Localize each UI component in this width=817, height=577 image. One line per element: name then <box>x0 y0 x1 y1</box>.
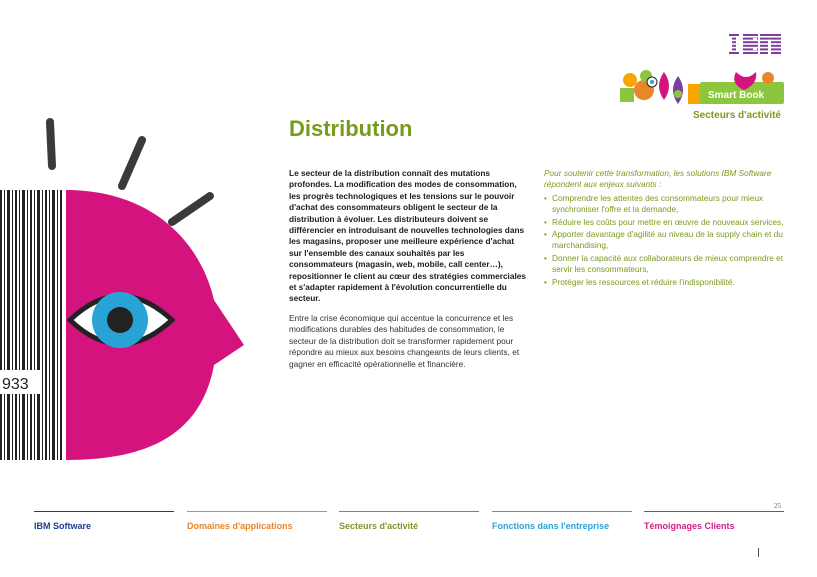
second-paragraph: Entre la crise économique qui accentue la concurrence et les modifications durables des habitudes de consommation, le secteur de la distribution doit se transformer rapidement pour répondre au mieux aux besoins changeants de leurs clients, et gagner en efficacité opérationnelle et financière. <box>289 312 520 369</box>
nav-rule <box>187 511 327 512</box>
page-marker <box>758 548 759 557</box>
intro-paragraph: Le secteur de la distribution connaît des mutations profondes. La modification des modes de consommation, les progrès technologiques et les tensions sur le pouvoir d'achat des consommateurs obligent le secteur de la distribution à évoluer. Les distributeurs doivent se différencier en introduisant de nouvelles technologies dans les magasins, proposer une meilleure expérience d'achat sur l'ensemble des canaux souhaités par les consommateurs (magasin, web, mobile, call center…), repositionner le client au cœur des stratégies commerciales et s'adapter rapidement à l'évolution concurrentielle du secteur. <box>289 168 527 304</box>
face-illustration <box>0 110 250 470</box>
barcode-number: 933 <box>2 376 29 393</box>
solutions-column <box>544 168 784 289</box>
nav-label: IBM Software <box>34 521 92 531</box>
nav-domaines[interactable] <box>187 511 327 541</box>
page-number: 25 <box>774 502 781 510</box>
nav-rule <box>339 511 479 512</box>
main-text-column <box>289 168 529 370</box>
list-item: • Donner la capacité aux collaborateurs de mieux comprendre et servir les consommateurs, <box>544 253 784 276</box>
solutions-list <box>544 193 784 288</box>
list-item: • Protéger les ressources et réduire l'indisponibilité. <box>544 277 784 288</box>
smartbook-label: Smart Book <box>708 90 765 101</box>
list-item: • Apporter davantage d'agilité au niveau de la supply chain et du marchandising, <box>544 229 784 252</box>
nav-label: Témoignages Clients <box>644 521 735 531</box>
nav-rule <box>644 511 784 512</box>
page-title: Distribution <box>289 116 413 141</box>
section-label: Secteurs d'activité <box>693 110 781 121</box>
nav-rule <box>492 511 632 512</box>
nav-ibm-software[interactable] <box>34 511 174 541</box>
nav-rule <box>34 511 174 512</box>
nav-label: Secteurs d'activité <box>339 521 419 531</box>
barcode <box>0 190 62 460</box>
nav-label: Domaines d'applications <box>187 521 293 531</box>
ibm-logo <box>729 34 781 54</box>
list-item: • Comprendre les attentes des consommateurs pour mieux synchroniser l'offre et la demande, <box>544 193 784 216</box>
nav-fonctions[interactable] <box>492 511 632 541</box>
list-item: • Réduire les coûts pour mettre en œuvre de nouveaux services, <box>544 217 784 228</box>
nav-temoignages[interactable] <box>644 511 784 541</box>
solutions-intro: Pour soutenir cette transformation, les solutions IBM Software répondent aux enjeux suivants : <box>544 168 772 190</box>
nav-label: Fonctions dans l'entreprise <box>492 521 610 531</box>
nav-secteurs[interactable] <box>339 511 479 541</box>
smartbook-badge <box>616 68 784 108</box>
